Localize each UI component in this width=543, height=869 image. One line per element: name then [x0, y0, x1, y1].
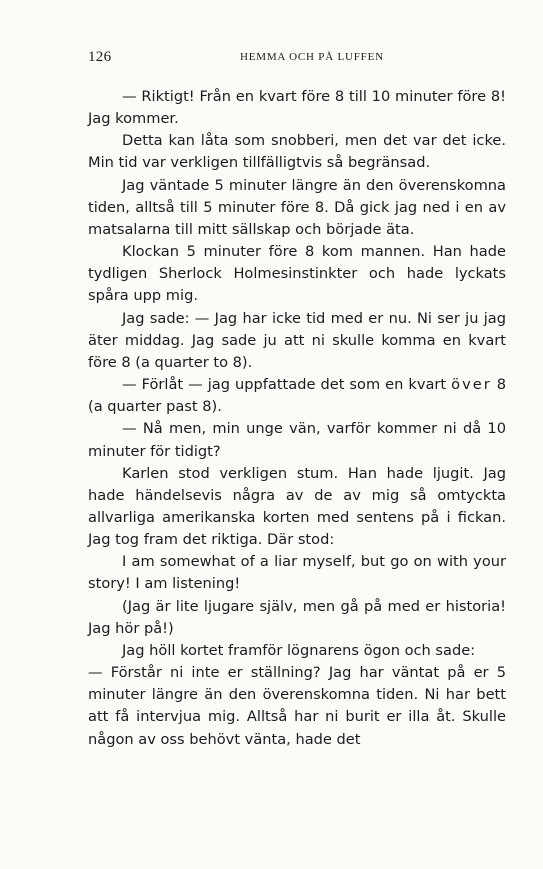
paragraph: — Nå men, min unge vän, varför kommer ni då 10 minuter för tidigt?	[88, 420, 506, 460]
paragraph: Jag höll kortet framför lögnarens ögon och sade:	[122, 641, 476, 659]
page-number: 126	[88, 49, 112, 65]
paragraph: I am somewhat of a liar myself, but go on with your story! I am listening!	[88, 553, 506, 593]
emphasized-word: över	[451, 376, 492, 394]
paragraph: — Riktigt! Från en kvart före 8 till 10 minuter före 8! Jag kommer.	[88, 88, 506, 128]
body-text	[88, 86, 506, 751]
paragraph: Klockan 5 minuter före 8 kom mannen. Han hade tydligen Sherlock Holmesinstinkter och hade lyckats spåra upp mig.	[88, 243, 506, 305]
paragraph: Detta kan låta som snobberi, men det var det icke. Min tid var verkligen tillfälligtvis så begränsad.	[88, 132, 506, 172]
paragraph	[88, 374, 506, 418]
running-head: HEMMA OCH PÅ LUFFEN	[240, 51, 384, 63]
paragraph: (Jag är lite ljugare själv, men gå på med er historia! Jag hör på!)	[88, 597, 506, 637]
paragraph: — Förstår ni inte er ställning? Jag har väntat på er 5 minuter längre än den överenskomna tiden. Ni har bett att få intervjua mig. Alltså har ni burit er illa åt. Skulle någon av oss behövt vänta, hade det	[88, 664, 506, 748]
paragraph: Karlen stod verkligen stum. Han hade ljugit. Jag hade händelsevis några av de av mig så omtyckta allvarliga amerikanska korten med sentens på i fickan. Jag tog fram det riktiga. Där stod:	[88, 464, 506, 549]
paragraph: Jag väntade 5 minuter längre än den överenskomna tiden, alltså till 5 minuter före 8. Då gick jag ned i en av matsalarna till mitt sällskap och började äta.	[88, 176, 506, 238]
paragraph-text: 8 (a quarter past 8).	[88, 376, 506, 416]
page-header	[88, 49, 501, 69]
paragraph-text: — Förlåt — jag uppfattade det som en kvart	[122, 376, 452, 394]
paragraph: Jag sade: — Jag har icke tid med er nu. Ni ser ju jag äter middag. Jag sade ju att ni skulle komma en kvart före 8 (a quarter to 8).	[88, 309, 506, 371]
